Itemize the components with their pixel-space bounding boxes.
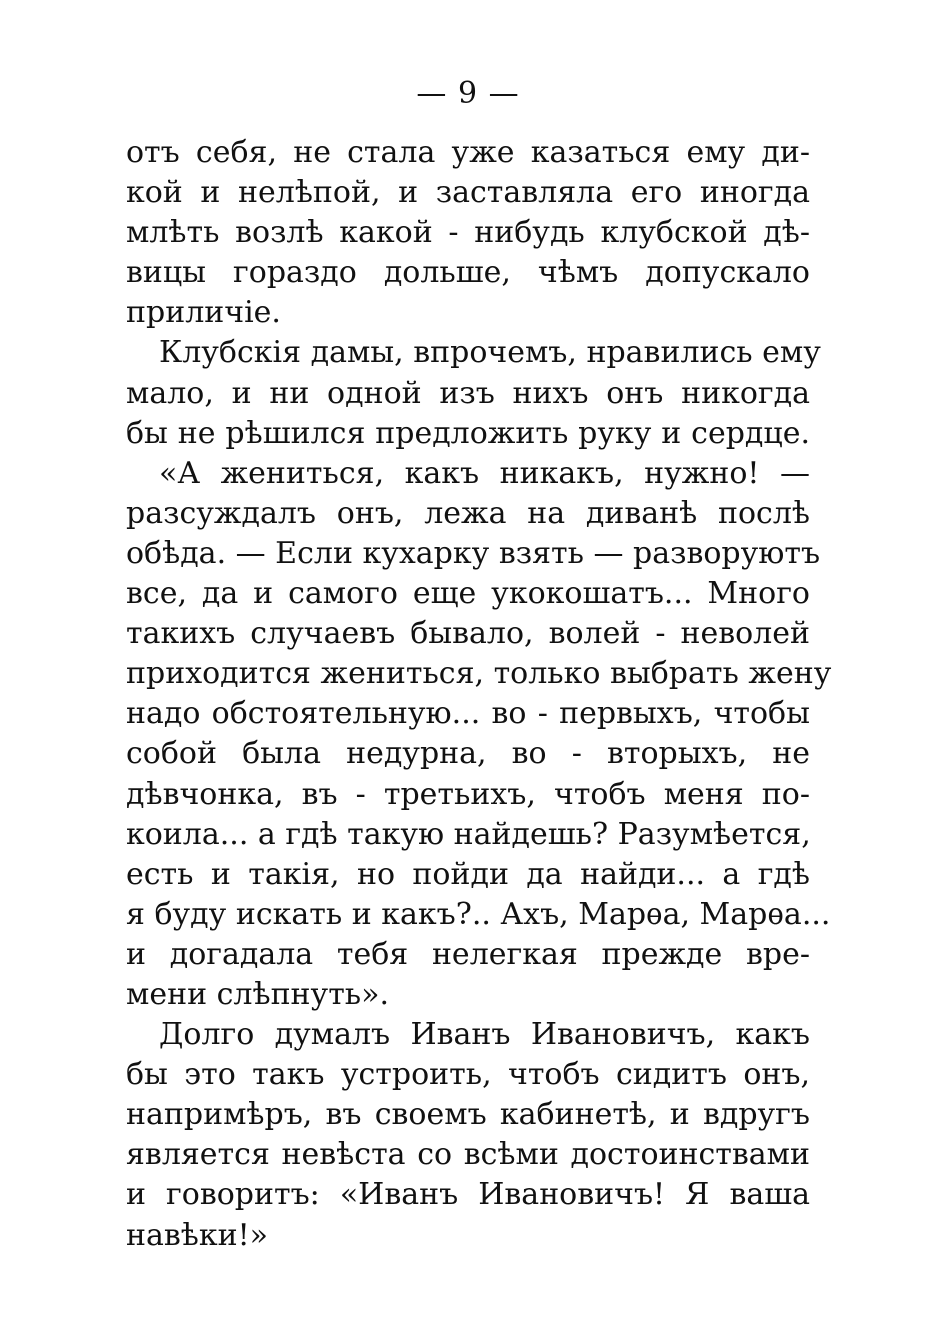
text-line: является невѣста со всѣми достоинствами [126, 1137, 810, 1173]
text-line: и догадала тебя нелегкая прежде вре- [126, 936, 810, 972]
text-line: приличіе. [126, 295, 281, 331]
page-number: — 9 — [416, 76, 520, 111]
text-line: Долго думалъ Иванъ Ивановичъ, какъ [159, 1017, 810, 1053]
text-line: Клубскія дамы, впрочемъ, нравились ему [159, 335, 821, 371]
text-line: навѣки!» [126, 1217, 269, 1253]
text-line: бы не рѣшился предложить руку и сердце. [126, 415, 810, 451]
text-line: разсуждалъ онъ, лежа на диванѣ послѣ [126, 495, 810, 531]
text-line: собой была недурна, во - вторыхъ, не [126, 736, 810, 772]
text-line: приходится жениться, только выбрать жену [126, 656, 832, 692]
text-line: кой и нелѣпой, и заставляла его иногда [126, 175, 810, 211]
text-line: надо обстоятельную... во - первыхъ, чтобы [126, 696, 810, 732]
text-line: есть и такія, но пойди да найди... а гдѣ [126, 856, 810, 892]
text-line: напримѣръ, въ своемъ кабинетѣ, и вдругъ [126, 1097, 810, 1133]
text-line: и говоритъ: «Иванъ Ивановичъ! Я ваша [126, 1177, 810, 1213]
text-line: мени слѣпнуть». [126, 976, 390, 1012]
text-line: обѣда. — Если кухарку взять — разворуютъ [126, 535, 821, 571]
text-line: млѣть возлѣ какой - нибудь клубской дѣ- [126, 215, 810, 251]
body-text [126, 133, 832, 1256]
text-line: коила... а гдѣ такую найдешь? Разумѣется, [126, 816, 811, 852]
text-line: отъ себя, не стала уже казаться ему ди- [126, 135, 810, 170]
text-line: бы это такъ устроить, чтобъ сидитъ онъ, [126, 1057, 810, 1093]
text-line: мало, и ни одной изъ нихъ онъ никогда [126, 375, 810, 411]
text-line: я буду искать и какъ?.. Ахъ, Марѳа, Марѳа... [126, 896, 831, 932]
text-line: «А жениться, какъ никакъ, нужно! — [159, 455, 810, 491]
text-line: такихъ случаевъ бывало, волей - неволей [126, 616, 810, 652]
text-line: все, да и самого еще укокошатъ... Много [126, 576, 810, 612]
text-line: вицы гораздо дольше, чѣмъ допускало [126, 255, 810, 291]
text-line: дѣвчонка, въ - третьихъ, чтобъ меня по- [126, 776, 810, 812]
